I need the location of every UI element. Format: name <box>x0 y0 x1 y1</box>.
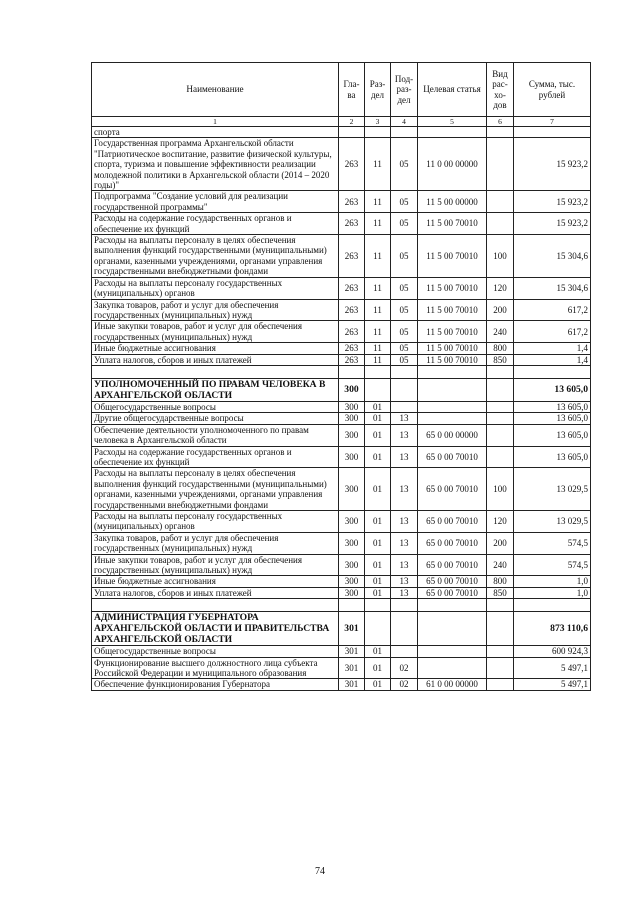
row-subsection: 05 <box>391 213 418 235</box>
row-target-article <box>418 401 487 412</box>
row-section: 11 <box>365 343 391 354</box>
row-expense-type <box>487 657 514 679</box>
row-target-article: 11 0 00 00000 <box>418 138 487 191</box>
row-amount: 617,2 <box>514 321 591 343</box>
row-chapter: 300 <box>339 424 365 446</box>
row-name <box>92 599 339 612</box>
row-expense-type <box>487 127 514 138</box>
row-expense-type: 100 <box>487 235 514 278</box>
row-name <box>92 365 339 378</box>
row-chapter <box>339 127 365 138</box>
table-row <box>92 138 591 191</box>
table-row <box>92 191 591 213</box>
row-name: Расходы на содержание государственных органов и обеспечение их функций <box>92 446 339 468</box>
row-section: 01 <box>365 511 391 533</box>
row-name: Закупка товаров, работ и услуг для обеспечения государственных (муниципальных) нужд <box>92 532 339 554</box>
row-chapter: 300 <box>339 401 365 412</box>
table-row <box>92 413 591 424</box>
row-subsection <box>391 365 418 378</box>
row-amount: 574,5 <box>514 554 591 576</box>
row-section: 01 <box>365 446 391 468</box>
row-name: Другие общегосударственные вопросы <box>92 413 339 424</box>
table-row <box>92 576 591 587</box>
table-row <box>92 127 591 138</box>
row-amount: 13 605,0 <box>514 401 591 412</box>
row-chapter: 263 <box>339 138 365 191</box>
row-target-article: 11 5 00 70010 <box>418 213 487 235</box>
table-row <box>92 424 591 446</box>
row-expense-type: 240 <box>487 321 514 343</box>
row-name: Функционирование высшего должностного лица субъекта Российской Федерации и муниципального образования <box>92 657 339 679</box>
row-target-article: 65 0 00 70010 <box>418 554 487 576</box>
row-target-article <box>418 646 487 657</box>
column-number: 5 <box>418 117 487 127</box>
table-row <box>92 235 591 278</box>
row-subsection: 13 <box>391 446 418 468</box>
row-name: Подпрограмма "Создание условий для реализации государственной программы" <box>92 191 339 213</box>
row-amount: 13 605,0 <box>514 378 591 401</box>
table-row <box>92 277 591 299</box>
row-expense-type: 850 <box>487 587 514 598</box>
row-amount: 13 605,0 <box>514 424 591 446</box>
row-target-article: 65 0 00 70010 <box>418 532 487 554</box>
table-row <box>92 587 591 598</box>
row-chapter: 263 <box>339 299 365 321</box>
row-amount: 15 923,2 <box>514 138 591 191</box>
row-amount: 1,4 <box>514 354 591 365</box>
row-target-article <box>418 413 487 424</box>
row-target-article: 11 5 00 70010 <box>418 277 487 299</box>
table-row <box>92 612 591 646</box>
row-section: 11 <box>365 321 391 343</box>
row-expense-type: 800 <box>487 343 514 354</box>
row-target-article <box>418 612 487 646</box>
row-expense-type <box>487 424 514 446</box>
row-chapter <box>339 599 365 612</box>
row-subsection: 13 <box>391 554 418 576</box>
row-expense-type <box>487 413 514 424</box>
row-chapter: 301 <box>339 646 365 657</box>
row-subsection: 05 <box>391 354 418 365</box>
row-expense-type <box>487 401 514 412</box>
row-subsection: 02 <box>391 679 418 690</box>
table-row <box>92 321 591 343</box>
row-section: 01 <box>365 587 391 598</box>
row-target-article <box>418 657 487 679</box>
row-amount: 13 605,0 <box>514 446 591 468</box>
row-subsection: 05 <box>391 191 418 213</box>
row-subsection <box>391 646 418 657</box>
row-section <box>365 365 391 378</box>
table-row <box>92 511 591 533</box>
header-name: Наименование <box>92 63 339 117</box>
row-target-article <box>418 365 487 378</box>
row-section: 11 <box>365 299 391 321</box>
row-subsection: 13 <box>391 413 418 424</box>
row-section: 11 <box>365 354 391 365</box>
row-chapter: 300 <box>339 576 365 587</box>
row-amount: 5 497,1 <box>514 657 591 679</box>
row-target-article: 11 5 00 70010 <box>418 235 487 278</box>
row-section <box>365 378 391 401</box>
row-name: Общегосударственные вопросы <box>92 646 339 657</box>
row-amount: 15 304,6 <box>514 277 591 299</box>
row-expense-type: 240 <box>487 554 514 576</box>
column-numbers-row <box>92 117 591 127</box>
row-expense-type: 100 <box>487 468 514 511</box>
row-section: 11 <box>365 235 391 278</box>
row-name: Обеспечение деятельности уполномоченного по правам человека в Архангельской области <box>92 424 339 446</box>
row-expense-type: 120 <box>487 277 514 299</box>
row-subsection <box>391 612 418 646</box>
row-name: Расходы на выплаты персоналу государственных (муниципальных) органов <box>92 511 339 533</box>
row-subsection: 13 <box>391 424 418 446</box>
row-chapter: 263 <box>339 343 365 354</box>
row-section: 01 <box>365 468 391 511</box>
row-subsection: 02 <box>391 657 418 679</box>
table-row <box>92 378 591 401</box>
row-amount: 873 110,6 <box>514 612 591 646</box>
row-amount: 15 923,2 <box>514 213 591 235</box>
table-header-row <box>92 63 591 117</box>
row-chapter: 300 <box>339 468 365 511</box>
table-row <box>92 554 591 576</box>
row-section: 01 <box>365 646 391 657</box>
row-section <box>365 127 391 138</box>
row-target-article: 11 5 00 70010 <box>418 343 487 354</box>
row-section: 11 <box>365 213 391 235</box>
row-target-article: 65 0 00 00000 <box>418 424 487 446</box>
column-number: 7 <box>514 117 591 127</box>
row-target-article: 61 0 00 00000 <box>418 679 487 690</box>
row-amount: 15 923,2 <box>514 191 591 213</box>
row-amount: 13 029,5 <box>514 468 591 511</box>
row-subsection: 13 <box>391 576 418 587</box>
row-target-article: 65 0 00 70010 <box>418 511 487 533</box>
row-section <box>365 612 391 646</box>
row-expense-type <box>487 612 514 646</box>
row-name: Уплата налогов, сборов и иных платежей <box>92 354 339 365</box>
row-chapter: 300 <box>339 587 365 598</box>
row-target-article: 11 5 00 70010 <box>418 321 487 343</box>
row-section: 01 <box>365 424 391 446</box>
header-subsection: Под-раз-дел <box>391 63 418 117</box>
row-subsection: 05 <box>391 343 418 354</box>
row-expense-type: 200 <box>487 532 514 554</box>
row-subsection: 05 <box>391 277 418 299</box>
row-target-article: 65 0 00 70010 <box>418 587 487 598</box>
table-row <box>92 343 591 354</box>
row-chapter: 300 <box>339 554 365 576</box>
row-name: Государственная программа Архангельской области "Патриотическое воспитание, развитие физической культуры, спорта, туризма и повышение эффективности реализации молодежной политики в Архангельской области (2014 – 2020 годы)" <box>92 138 339 191</box>
row-section: 11 <box>365 191 391 213</box>
row-chapter: 263 <box>339 277 365 299</box>
row-name: УПОЛНОМОЧЕННЫЙ ПО ПРАВАМ ЧЕЛОВЕКА В АРХАНГЕЛЬСКОЙ ОБЛАСТИ <box>92 378 339 401</box>
row-chapter: 263 <box>339 235 365 278</box>
row-chapter: 300 <box>339 511 365 533</box>
row-subsection <box>391 599 418 612</box>
row-section: 01 <box>365 657 391 679</box>
row-target-article: 65 0 00 70010 <box>418 576 487 587</box>
table-row <box>92 354 591 365</box>
row-subsection <box>391 401 418 412</box>
row-section: 01 <box>365 576 391 587</box>
row-section: 01 <box>365 679 391 690</box>
row-subsection <box>391 378 418 401</box>
blank-row <box>92 365 591 378</box>
row-expense-type <box>487 378 514 401</box>
column-number: 3 <box>365 117 391 127</box>
row-name: Расходы на выплаты персоналу в целях обеспечения выполнения функций государственными (муниципальными) органами, казенными учреждениями, органами управления государственными внебюджетными фондами <box>92 235 339 278</box>
row-amount: 600 924,3 <box>514 646 591 657</box>
row-chapter: 301 <box>339 612 365 646</box>
row-expense-type <box>487 191 514 213</box>
row-name: Закупка товаров, работ и услуг для обеспечения государственных (муниципальных) нужд <box>92 299 339 321</box>
row-section: 11 <box>365 277 391 299</box>
column-number: 2 <box>339 117 365 127</box>
row-name: Иные закупки товаров, работ и услуг для обеспечения государственных (муниципальных) нужд <box>92 321 339 343</box>
row-chapter: 263 <box>339 191 365 213</box>
row-target-article: 11 5 00 70010 <box>418 299 487 321</box>
row-expense-type <box>487 599 514 612</box>
row-name: Иные бюджетные ассигнования <box>92 576 339 587</box>
row-subsection: 13 <box>391 511 418 533</box>
header-expense-type: Вид рас-хо-дов <box>487 63 514 117</box>
row-amount: 13 605,0 <box>514 413 591 424</box>
row-section: 01 <box>365 532 391 554</box>
row-target-article: 11 5 00 00000 <box>418 191 487 213</box>
row-subsection: 05 <box>391 138 418 191</box>
row-amount: 1,4 <box>514 343 591 354</box>
row-section: 01 <box>365 401 391 412</box>
row-expense-type <box>487 138 514 191</box>
row-name: спорта <box>92 127 339 138</box>
row-chapter: 263 <box>339 213 365 235</box>
row-expense-type: 850 <box>487 354 514 365</box>
header-section: Раз-дел <box>365 63 391 117</box>
row-name: АДМИНИСТРАЦИЯ ГУБЕРНАТОРА АРХАНГЕЛЬСКОЙ ОБЛАСТИ И ПРАВИТЕЛЬСТВА АРХАНГЕЛЬСКОЙ ОБЛАСТИ <box>92 612 339 646</box>
row-subsection: 13 <box>391 532 418 554</box>
header-target: Целевая статья <box>418 63 487 117</box>
table-row <box>92 299 591 321</box>
row-chapter: 300 <box>339 378 365 401</box>
row-amount <box>514 599 591 612</box>
table-row <box>92 532 591 554</box>
row-name: Уплата налогов, сборов и иных платежей <box>92 587 339 598</box>
table-row <box>92 468 591 511</box>
row-section: 01 <box>365 554 391 576</box>
row-subsection: 13 <box>391 587 418 598</box>
row-expense-type: 200 <box>487 299 514 321</box>
column-number: 1 <box>92 117 339 127</box>
row-target-article: 65 0 00 70010 <box>418 468 487 511</box>
row-target-article: 11 5 00 70010 <box>418 354 487 365</box>
row-target-article <box>418 378 487 401</box>
row-name: Расходы на выплаты персоналу в целях обеспечения выполнения функций государственными (муниципальными) органами, казенными учреждениями, органами управления государственными внебюджетными фондами <box>92 468 339 511</box>
row-amount: 13 029,5 <box>514 511 591 533</box>
table-row <box>92 446 591 468</box>
row-chapter: 263 <box>339 354 365 365</box>
row-amount <box>514 365 591 378</box>
row-expense-type <box>487 213 514 235</box>
row-amount <box>514 127 591 138</box>
row-subsection: 05 <box>391 299 418 321</box>
table-row <box>92 401 591 412</box>
row-subsection: 05 <box>391 235 418 278</box>
row-section: 01 <box>365 413 391 424</box>
row-subsection: 13 <box>391 468 418 511</box>
row-subsection: 05 <box>391 321 418 343</box>
row-target-article <box>418 599 487 612</box>
row-amount: 15 304,6 <box>514 235 591 278</box>
row-expense-type <box>487 365 514 378</box>
blank-row <box>92 599 591 612</box>
column-number: 6 <box>487 117 514 127</box>
row-chapter: 300 <box>339 446 365 468</box>
row-expense-type: 120 <box>487 511 514 533</box>
row-chapter: 301 <box>339 679 365 690</box>
header-amount: Сумма, тыс. рублей <box>514 63 591 117</box>
row-amount: 574,5 <box>514 532 591 554</box>
row-amount: 1,0 <box>514 587 591 598</box>
row-target-article: 65 0 00 70010 <box>418 446 487 468</box>
table-row <box>92 646 591 657</box>
row-section: 11 <box>365 138 391 191</box>
row-name: Обеспечение функционирования Губернатора <box>92 679 339 690</box>
table-row <box>92 657 591 679</box>
row-target-article <box>418 127 487 138</box>
table-row <box>92 213 591 235</box>
row-subsection <box>391 127 418 138</box>
row-expense-type <box>487 446 514 468</box>
row-name: Иные закупки товаров, работ и услуг для обеспечения государственных (муниципальных) нужд <box>92 554 339 576</box>
table-body <box>92 127 591 691</box>
row-expense-type: 800 <box>487 576 514 587</box>
row-amount: 1,0 <box>514 576 591 587</box>
row-chapter: 301 <box>339 657 365 679</box>
row-name: Расходы на выплаты персоналу государственных (муниципальных) органов <box>92 277 339 299</box>
row-expense-type <box>487 646 514 657</box>
row-amount: 5 497,1 <box>514 679 591 690</box>
row-name: Иные бюджетные ассигнования <box>92 343 339 354</box>
row-name: Общегосударственные вопросы <box>92 401 339 412</box>
column-number: 4 <box>391 117 418 127</box>
page-number: 74 <box>315 866 325 877</box>
row-chapter: 263 <box>339 321 365 343</box>
budget-table <box>91 62 591 691</box>
row-amount: 617,2 <box>514 299 591 321</box>
table-row <box>92 679 591 690</box>
row-expense-type <box>487 679 514 690</box>
row-section <box>365 599 391 612</box>
row-name: Расходы на содержание государственных органов и обеспечение их функций <box>92 213 339 235</box>
row-chapter: 300 <box>339 413 365 424</box>
row-chapter: 300 <box>339 532 365 554</box>
header-chapter: Гла-ва <box>339 63 365 117</box>
row-chapter <box>339 365 365 378</box>
